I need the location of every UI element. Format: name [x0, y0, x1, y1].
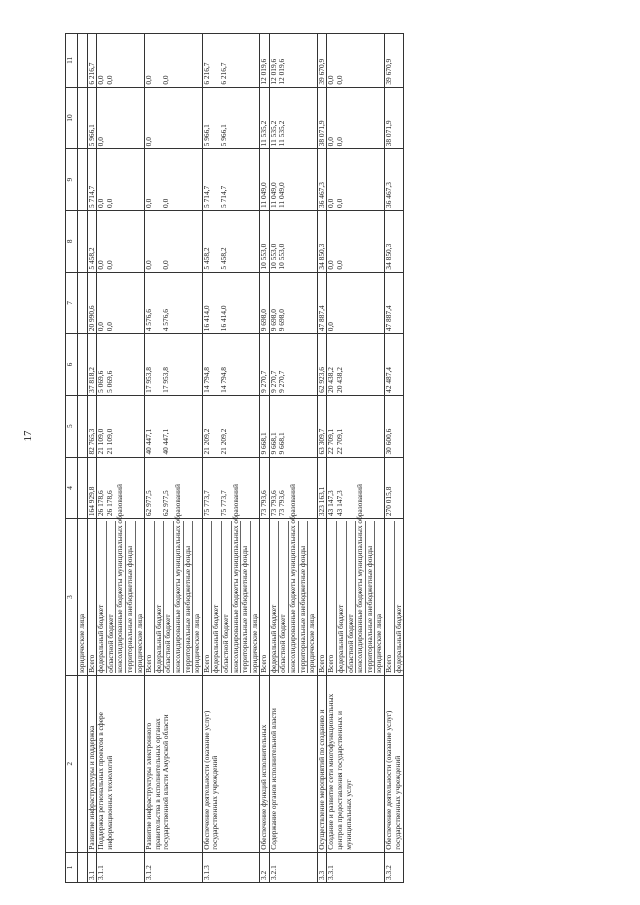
value: 5 458,2	[201, 247, 211, 270]
funding-source: юридические лица	[307, 613, 317, 673]
value: 20 438,2	[326, 367, 336, 393]
value: 17 953,8	[161, 367, 171, 393]
value: 12 019,6	[268, 58, 278, 85]
value: 12 019,6	[277, 58, 287, 85]
value: 10 553,0	[259, 243, 269, 270]
funding-sources	[385, 519, 404, 676]
value-cell	[260, 34, 270, 88]
funding-source: областной бюджет	[222, 521, 232, 673]
funding-source: юридические лица	[374, 613, 384, 673]
funding-source: территориальные внебюджетные фонды	[366, 521, 376, 673]
table-row	[78, 34, 88, 883]
value: 9 668,1	[268, 432, 278, 455]
value: 0,0	[161, 260, 171, 270]
value-cell	[97, 149, 145, 211]
value: 0,0	[335, 260, 345, 270]
value: 82 765,3	[86, 428, 96, 455]
value: 37 818,2	[86, 367, 96, 393]
value: 0,0	[144, 75, 154, 85]
value-cell	[145, 149, 203, 211]
funding-source: Всего	[385, 521, 395, 673]
row-number: 3.2	[260, 852, 270, 882]
value-cell	[145, 87, 203, 149]
funding-sources	[78, 519, 88, 676]
value-cell	[269, 395, 317, 457]
value-cell	[260, 334, 270, 396]
table-row	[145, 34, 203, 883]
value-cell	[78, 334, 88, 396]
value: 5 069,6	[96, 370, 106, 393]
value-cell	[385, 334, 404, 396]
value-cell	[327, 272, 385, 334]
value-cell	[260, 395, 270, 457]
funding-sources	[260, 519, 270, 676]
value: 9 698,0	[268, 309, 278, 332]
funding-source: консолидированные бюджеты муниципальных образований	[355, 484, 365, 673]
value	[78, 151, 87, 208]
row-number: 3.1.1	[97, 852, 145, 882]
funding-source: областной бюджет	[279, 521, 289, 673]
value: 12 019,6	[259, 58, 269, 85]
value: 43 147,3	[326, 490, 336, 517]
value: 4 576,6	[161, 309, 171, 332]
value: 38 071,9	[316, 120, 326, 147]
value-cell	[269, 149, 317, 211]
value-cell	[145, 334, 203, 396]
value: 9 270,7	[259, 370, 269, 393]
value-cell	[385, 34, 404, 88]
table-row	[260, 34, 270, 883]
value: 11 049,0	[268, 182, 278, 208]
value: 20 990,6	[86, 305, 96, 332]
value	[106, 90, 115, 147]
value: 30 600,6	[384, 428, 393, 455]
value: 40 447,1	[144, 428, 154, 455]
value: 9 270,7	[268, 370, 278, 393]
value: 9 698,0	[259, 309, 269, 332]
row-name: Обеспечение деятельности (оказание услуг) государственных учреждений	[385, 675, 404, 852]
value: 36 467,3	[316, 182, 326, 208]
value-cell	[78, 210, 88, 272]
value-cell	[327, 149, 385, 211]
value-cell	[269, 334, 317, 396]
value: 0,0	[104, 75, 114, 85]
col-header: 2	[66, 675, 78, 852]
row-number: 3.3.1	[327, 852, 385, 882]
value: 21 209,2	[218, 428, 228, 455]
value-cell	[97, 334, 145, 396]
value: 0,0	[335, 137, 345, 147]
funding-source: федеральный бюджет	[337, 521, 347, 673]
value: 47 887,4	[384, 305, 393, 332]
table-body	[78, 34, 404, 883]
value: 11 049,0	[277, 182, 287, 208]
value-cell	[202, 149, 260, 211]
value: 63 309,7	[316, 428, 326, 455]
value: 0,0	[326, 75, 336, 85]
value-cell	[327, 87, 385, 149]
funding-source: консолидированные бюджеты муниципальных образований	[230, 484, 240, 673]
funding-source: Всего	[145, 521, 155, 673]
value: 5 714,7	[201, 185, 211, 208]
value: 62 923,6	[316, 367, 326, 393]
value: 0,0	[96, 260, 106, 270]
value: 5 458,2	[86, 247, 96, 270]
value: 26 178,6	[104, 490, 114, 517]
value-cell	[385, 87, 404, 149]
value: 5 714,7	[86, 185, 96, 208]
table-row	[269, 34, 317, 883]
col-header: 5	[66, 395, 78, 457]
col-header: 6	[66, 334, 78, 396]
value: 10 553,0	[268, 243, 278, 270]
value: 11 535,2	[268, 120, 278, 147]
value: 10 553,0	[277, 243, 287, 270]
value: 16 414,0	[218, 305, 228, 332]
row-number: 3.1.2	[145, 852, 203, 882]
value-cell	[145, 272, 203, 334]
value: 22 709,1	[326, 428, 336, 455]
value-cell	[97, 272, 145, 334]
table-row	[385, 34, 404, 883]
value: 62 977,5	[144, 490, 154, 517]
funding-source: юридические лица	[192, 613, 202, 673]
value	[78, 36, 87, 85]
funding-source: Всего	[203, 521, 213, 673]
value: 17 953,8	[144, 367, 154, 393]
value-cell	[145, 395, 203, 457]
funding-source: Всего	[327, 521, 337, 673]
value: 0,0	[144, 260, 154, 270]
row-name: Обеспечение деятельности (оказание услуг) государственных учреждений	[202, 675, 260, 852]
value	[78, 90, 87, 147]
col-header: 9	[66, 149, 78, 211]
value: 9 668,1	[277, 432, 287, 455]
value: 11 049,0	[259, 182, 269, 208]
value: 73 793,6	[277, 490, 287, 517]
row-name: Развитие инфраструктуры и поддержка	[87, 675, 97, 852]
value: 0,0	[326, 260, 336, 270]
value-cell	[202, 272, 260, 334]
value: 11 535,2	[277, 120, 287, 147]
table-row	[327, 34, 385, 883]
value: 5 966,1	[218, 124, 228, 147]
value: 20 438,2	[335, 367, 345, 393]
value: 5 069,6	[104, 370, 114, 393]
funding-source: юридические лица	[77, 613, 86, 673]
value-cell	[202, 210, 260, 272]
col-header: 7	[66, 272, 78, 334]
value	[78, 398, 87, 455]
table-row	[202, 34, 260, 883]
row-number: 3.3	[317, 852, 327, 882]
rotated-table-page	[65, 33, 585, 883]
value: 26 178,6	[96, 490, 106, 517]
value	[78, 213, 87, 270]
value: 36 467,3	[384, 182, 393, 208]
value-cell	[202, 334, 260, 396]
value-cell	[78, 34, 88, 88]
value: 73 793,6	[259, 490, 269, 517]
value: 9 698,0	[277, 309, 287, 332]
funding-source: территориальные внебюджетные фонды	[126, 521, 136, 673]
value: 21 109,0	[96, 428, 106, 455]
value: 5 966,1	[86, 124, 96, 147]
value: 42 487,4	[384, 367, 393, 393]
value-cell	[202, 87, 260, 149]
value: 164 929,8	[86, 486, 96, 517]
funding-source: федеральный бюджет	[97, 521, 107, 673]
value	[78, 336, 87, 393]
value-cell	[145, 34, 203, 88]
funding-source: консолидированные бюджеты муниципальных образований	[288, 484, 298, 673]
value: 34 850,3	[316, 243, 326, 270]
col-header: 4	[66, 457, 78, 519]
value: 21 109,0	[104, 428, 114, 455]
value: 21 209,2	[201, 428, 211, 455]
row-number: 3.1	[87, 852, 97, 882]
value	[154, 90, 163, 147]
value: 22 709,1	[335, 428, 345, 455]
funding-source: консолидированные бюджеты муниципальных образований	[172, 484, 182, 673]
value-cell	[260, 210, 270, 272]
value: 0,0	[104, 321, 114, 332]
value: 0,0	[144, 137, 154, 147]
row-number: 3.3.2	[385, 852, 404, 882]
value: 14 794,8	[218, 367, 228, 393]
row-name: Обеспечение функций исполнительных	[260, 675, 270, 852]
value: 0,0	[161, 75, 171, 85]
value-cell	[327, 34, 385, 88]
value-cell	[260, 457, 270, 519]
row-name: Создание и развитие сети многофункциональных центров предоставления государственных и муниципальных услуг	[327, 675, 385, 852]
value: 47 887,4	[316, 305, 326, 332]
value	[162, 90, 171, 147]
value-cell	[260, 272, 270, 334]
col-header: 1	[66, 852, 78, 882]
funding-source: областной бюджет	[107, 521, 117, 673]
row-name	[78, 675, 88, 852]
value: 75 773,7	[201, 490, 211, 517]
value	[78, 275, 87, 332]
funding-source: федеральный бюджет	[270, 521, 280, 673]
table-row	[97, 34, 145, 883]
budget-table	[65, 33, 404, 883]
value-cell	[202, 395, 260, 457]
value: 0,0	[96, 198, 106, 208]
value: 9 668,1	[259, 432, 269, 455]
value-cell	[269, 87, 317, 149]
funding-source: территориальные внебюджетные фонды	[299, 521, 309, 673]
value-cell	[385, 395, 404, 457]
row-name: Развитие инфраструктуры электронного правительства в исполнительных органах государственной власти Амурской области	[145, 675, 203, 852]
value: 0,0	[161, 198, 171, 208]
page-number: 17	[22, 430, 34, 442]
value: 0,0	[335, 75, 345, 85]
value: 5 966,1	[201, 124, 211, 147]
row-number	[78, 852, 88, 882]
value-cell	[269, 210, 317, 272]
funding-source: областной бюджет	[164, 521, 174, 673]
row-number: 3.2.1	[269, 852, 317, 882]
value-cell	[97, 34, 145, 88]
value-cell	[145, 210, 203, 272]
col-header: 3	[66, 519, 78, 676]
funding-source: территориальные внебюджетные фонды	[184, 521, 194, 673]
header-row	[66, 34, 78, 883]
value-cell	[327, 334, 385, 396]
value-cell	[269, 34, 317, 88]
value-cell	[385, 457, 404, 519]
value-cell	[97, 87, 145, 149]
value: 75 773,7	[218, 490, 228, 517]
value: 323 163,1	[316, 486, 326, 517]
value: 0,0	[326, 137, 336, 147]
value: 6 216,7	[201, 62, 211, 85]
value: 16 414,0	[201, 305, 211, 332]
value-cell	[97, 395, 145, 457]
value: 0,0	[104, 260, 114, 270]
value: 11 535,2	[259, 120, 269, 147]
value: 270 015,8	[384, 486, 393, 517]
funding-source: консолидированные бюджеты муниципальных образований	[115, 484, 125, 673]
col-header: 11	[66, 34, 78, 88]
funding-source: территориальные внебюджетные фонды	[241, 521, 251, 673]
value: 0,0	[144, 198, 154, 208]
row-number: 3.1.3	[202, 852, 260, 882]
value: 6 216,7	[86, 62, 96, 85]
value: 6 216,7	[218, 62, 228, 85]
value: 0,0	[326, 321, 336, 332]
value: 5 458,2	[218, 247, 228, 270]
value-cell	[327, 395, 385, 457]
row-name: Содержание органов исполнительной власти	[269, 675, 317, 852]
funding-source: Всего	[86, 654, 96, 673]
value: 39 670,9	[384, 58, 393, 85]
value: 0,0	[96, 321, 106, 332]
value-cell	[78, 395, 88, 457]
value-cell	[327, 210, 385, 272]
funding-source: областной бюджет	[347, 521, 357, 673]
value-cell	[260, 87, 270, 149]
value: 0,0	[326, 198, 336, 208]
value: 40 447,1	[161, 428, 171, 455]
funding-source: федеральный бюджет	[155, 521, 165, 673]
row-name: Осуществление мероприятий по созданию и	[317, 675, 327, 852]
value: 34 850,3	[384, 243, 393, 270]
value: 5 714,7	[218, 185, 228, 208]
funding-source: федеральный бюджет	[212, 521, 222, 673]
value-cell	[385, 272, 404, 334]
value-cell	[78, 87, 88, 149]
value: 4 576,6	[144, 309, 154, 332]
value-cell	[97, 210, 145, 272]
funding-source: Всего	[316, 654, 326, 673]
value-cell	[78, 457, 88, 519]
value: 73 793,6	[268, 490, 278, 517]
value	[78, 460, 87, 517]
col-header: 10	[66, 87, 78, 149]
value: 62 977,5	[161, 490, 171, 517]
value: 0,0	[96, 137, 106, 147]
funding-source: юридические лица	[134, 613, 144, 673]
row-name: Поддержка региональных проектов в сфере информационных технологий	[97, 675, 145, 852]
value-cell	[78, 149, 88, 211]
value-cell	[269, 272, 317, 334]
funding-sources	[317, 519, 327, 676]
value-cell	[260, 149, 270, 211]
value: 0,0	[104, 198, 114, 208]
value: 39 670,9	[316, 58, 326, 85]
value: 14 794,8	[201, 367, 211, 393]
col-header: 8	[66, 210, 78, 272]
value-cell	[202, 34, 260, 88]
value: 9 270,7	[277, 370, 287, 393]
funding-source: федеральный бюджет	[393, 604, 403, 673]
value-cell	[385, 210, 404, 272]
value: 0,0	[96, 75, 106, 85]
funding-source: юридические лица	[249, 613, 259, 673]
value: 43 147,3	[335, 490, 345, 517]
funding-source: Всего	[259, 654, 269, 673]
value-cell	[385, 149, 404, 211]
value-cell	[78, 272, 88, 334]
value: 0,0	[335, 198, 345, 208]
value: 38 071,9	[384, 120, 393, 147]
